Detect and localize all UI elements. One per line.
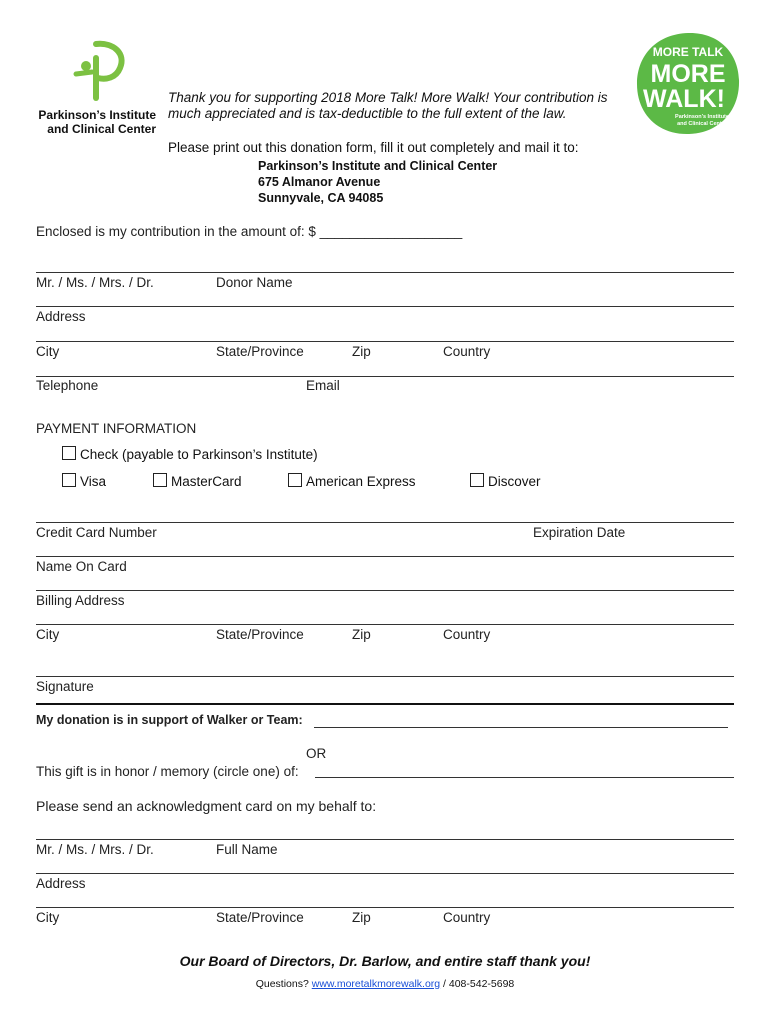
discover-option[interactable] <box>470 473 541 489</box>
institute-logo-mark-icon <box>66 40 128 102</box>
donor-email-label: Email <box>306 378 340 393</box>
mail-instructions: Please print out this donation form, fill it out completely and mail it to: <box>168 140 579 155</box>
donor-zip-label: Zip <box>352 344 371 359</box>
acknowledgment-heading: Please send an acknowledgment card on my behalf to: <box>36 798 377 814</box>
card-number-line[interactable] <box>36 522 734 523</box>
walker-team-label: My donation is in support of Walker or Team: <box>36 713 303 727</box>
mastercard-label: MasterCard <box>171 474 242 489</box>
ack-name-line[interactable] <box>36 839 734 840</box>
questions-footer <box>0 978 770 990</box>
address-line1: Parkinson’s Institute and Clinical Center <box>258 159 498 173</box>
discover-checkbox[interactable] <box>470 473 484 487</box>
payment-heading: PAYMENT INFORMATION <box>36 421 197 436</box>
donor-city-line[interactable] <box>36 341 734 342</box>
card-number-label: Credit Card Number <box>36 525 157 540</box>
honor-memory-label: This gift is in honor / memory (circle one) of: <box>36 764 299 779</box>
intro-text: Thank you for supporting 2018 More Talk! More Walk! Your contribution is much appreciated and is tax-deductible to the full extent of the law. <box>168 90 608 121</box>
ack-title-label: Mr. / Ms. / Mrs. / Dr. <box>36 842 154 857</box>
discover-label: Discover <box>488 474 541 489</box>
billing-address-line[interactable] <box>36 590 734 591</box>
amex-option[interactable] <box>288 473 416 489</box>
badge-sub1: Parkinson’s Institute <box>675 114 729 120</box>
billing-city-label: City <box>36 627 60 642</box>
ack-address-label: Address <box>36 876 86 891</box>
or-label: OR <box>306 746 327 761</box>
donor-address-line[interactable] <box>36 306 734 307</box>
walker-team-line[interactable] <box>314 727 728 728</box>
website-link[interactable]: www.moretalkmorewalk.org <box>311 978 441 990</box>
badge-line1: MORE TALK <box>652 45 724 59</box>
ack-zip-label: Zip <box>352 910 371 925</box>
more-talk-more-walk-logo <box>634 30 742 136</box>
donor-name-label: Donor Name <box>216 275 293 290</box>
ack-state-label: State/Province <box>216 910 304 925</box>
visa-label: Visa <box>80 474 107 489</box>
donor-city-label: City <box>36 344 60 359</box>
badge-line3: WALK! <box>643 85 725 113</box>
ack-city-line[interactable] <box>36 907 734 908</box>
donor-telephone-label: Telephone <box>36 378 99 393</box>
billing-zip-label: Zip <box>352 627 371 642</box>
ack-country-label: Country <box>443 910 491 925</box>
address-line3: Sunnyvale, CA 94085 <box>258 191 384 205</box>
institute-logo <box>28 40 168 140</box>
address-line2: 675 Almanor Avenue <box>258 175 381 189</box>
thank-you-message: Our Board of Directors, Dr. Barlow, and entire staff thank you! <box>179 953 591 969</box>
mastercard-option[interactable] <box>153 473 242 489</box>
honor-memory-line[interactable] <box>315 777 734 778</box>
donor-state-label: State/Province <box>216 344 304 359</box>
questions-label: Questions? <box>255 978 309 990</box>
contribution-amount-field[interactable]: Enclosed is my contribution in the amount of: $ ___________________ <box>36 224 463 239</box>
billing-address-label: Billing Address <box>36 593 125 608</box>
section-divider <box>36 703 734 705</box>
donor-phone-line[interactable] <box>36 376 734 377</box>
amex-checkbox[interactable] <box>288 473 302 487</box>
visa-checkbox[interactable] <box>62 473 76 487</box>
billing-country-label: Country <box>443 627 491 642</box>
ack-city-label: City <box>36 910 60 925</box>
check-option[interactable] <box>62 446 318 462</box>
more-walk-badge-icon <box>634 30 742 136</box>
ack-address-line[interactable] <box>36 873 734 874</box>
check-checkbox[interactable] <box>62 446 76 460</box>
signature-label: Signature <box>36 679 94 694</box>
donor-address-label: Address <box>36 309 86 324</box>
donor-name-line[interactable] <box>36 272 734 273</box>
expiration-label: Expiration Date <box>533 525 626 540</box>
amex-label: American Express <box>306 474 416 489</box>
name-on-card-label: Name On Card <box>36 559 127 574</box>
check-label: Check (payable to Parkinson’s Institute) <box>80 447 318 462</box>
donor-country-label: Country <box>443 344 491 359</box>
name-on-card-line[interactable] <box>36 556 734 557</box>
mastercard-checkbox[interactable] <box>153 473 167 487</box>
phone-number: / 408-542-5698 <box>443 978 515 990</box>
badge-sub2: and Clinical Center <box>677 121 727 127</box>
institute-name: Parkinson’s Institute and Clinical Center <box>38 108 156 136</box>
billing-city-line[interactable] <box>36 624 734 625</box>
donor-title-label: Mr. / Ms. / Mrs. / Dr. <box>36 275 154 290</box>
badge-line2: MORE <box>650 60 726 88</box>
ack-full-name-label: Full Name <box>216 842 278 857</box>
billing-state-label: State/Province <box>216 627 304 642</box>
mailing-address <box>258 158 497 206</box>
visa-option[interactable] <box>62 473 106 489</box>
signature-line[interactable] <box>36 676 734 677</box>
